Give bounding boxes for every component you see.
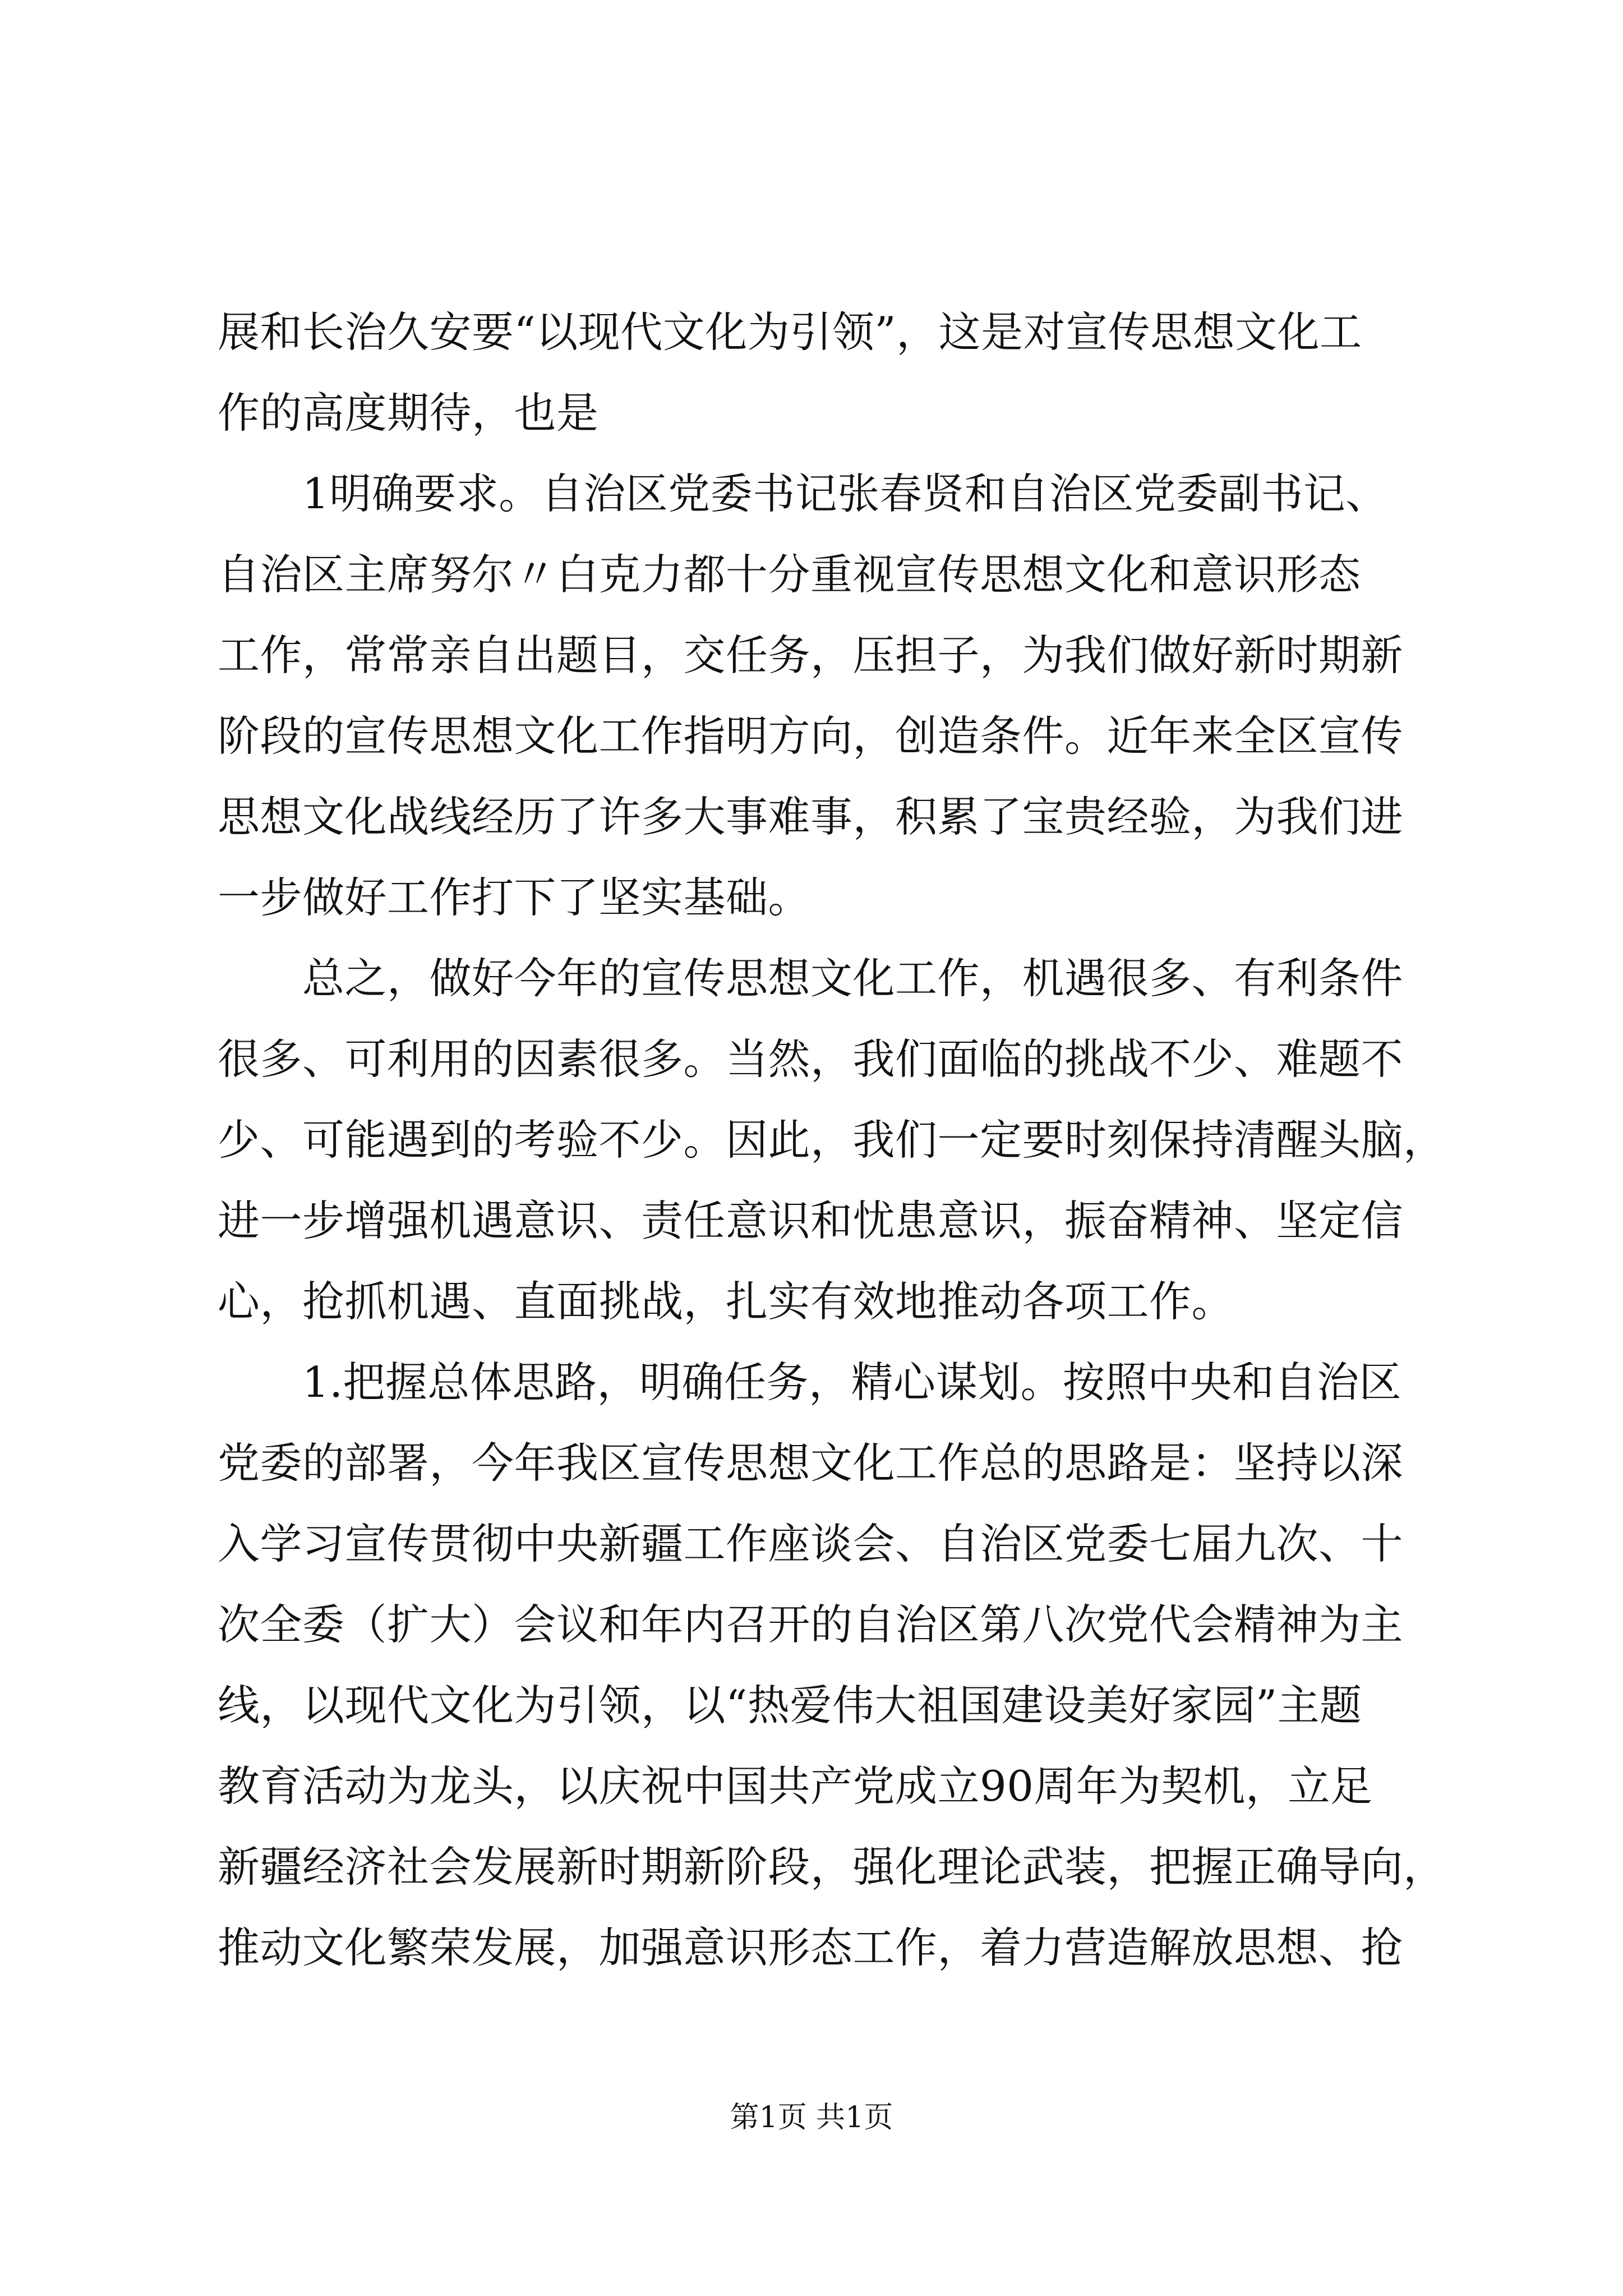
- text-line: 工作，常常亲自出题目，交任务，压担子，为我们做好新时期新: [218, 631, 1404, 680]
- text-line: 作的高度期待，也是: [218, 388, 599, 438]
- text-line: 少、可能遇到的考验不少。因此，我们一定要时刻保持清醒头脑，: [218, 1115, 1446, 1165]
- text-line: 新疆经济社会发展新时期新阶段，强化理论武装，把握正确导向，: [218, 1842, 1446, 1892]
- text-line: 思想文化战线经历了许多大事难事，积累了宝贵经验，为我们进: [218, 792, 1404, 841]
- text-line: 入学习宣传贯彻中央新疆工作座谈会、自治区党委七届九次、十: [218, 1519, 1404, 1568]
- text-line: 1.把握总体思路，明确任务，精心谋划。按照中央和自治区: [218, 1358, 1402, 1407]
- text-line: 很多、可利用的因素很多。当然，我们面临的挑战不少、难题不: [218, 1034, 1404, 1084]
- text-line: 进一步增强机遇意识、责任意识和忧患意识，振奋精神、坚定信: [218, 1196, 1404, 1245]
- page-footer: 第1页 共1页: [730, 2101, 893, 2134]
- text-line: 总之，做好今年的宣传思想文化工作，机遇很多、有利条件: [218, 954, 1404, 1003]
- text-line: 自治区主席努尔〃白克力都十分重视宣传思想文化和意识形态: [218, 550, 1361, 599]
- body-text: [218, 292, 1446, 1988]
- text-line: 教育活动为龙头，以庆祝中国共产党成立90周年为契机，立足: [218, 1761, 1373, 1811]
- text-line: 推动文化繁荣发展，加强意识形态工作，着力营造解放思想、抢: [218, 1923, 1404, 1972]
- text-line: 1明确要求。自治区党委书记张春贤和自治区党委副书记、: [218, 469, 1388, 518]
- text-line: 阶段的宣传思想文化工作指明方向，创造条件。近年来全区宣传: [218, 711, 1404, 761]
- text-line: 线，以现代文化为引领，以“热爱伟大祖国建设美好家园”主题: [218, 1681, 1362, 1730]
- text-line: 次全委（扩大）会议和年内召开的自治区第八次党代会精神为主: [218, 1600, 1404, 1649]
- text-line: 心，抢抓机遇、直面挑战，扎实有效地推动各项工作。: [218, 1277, 1234, 1326]
- text-line: 一步做好工作打下了坚实基础。: [218, 873, 811, 922]
- text-line: 党委的部署，今年我区宣传思想文化工作总的思路是：坚持以深: [218, 1438, 1404, 1488]
- text-line: 展和长治久安要“以现代文化为引领”，这是对宣传思想文化工: [218, 307, 1362, 357]
